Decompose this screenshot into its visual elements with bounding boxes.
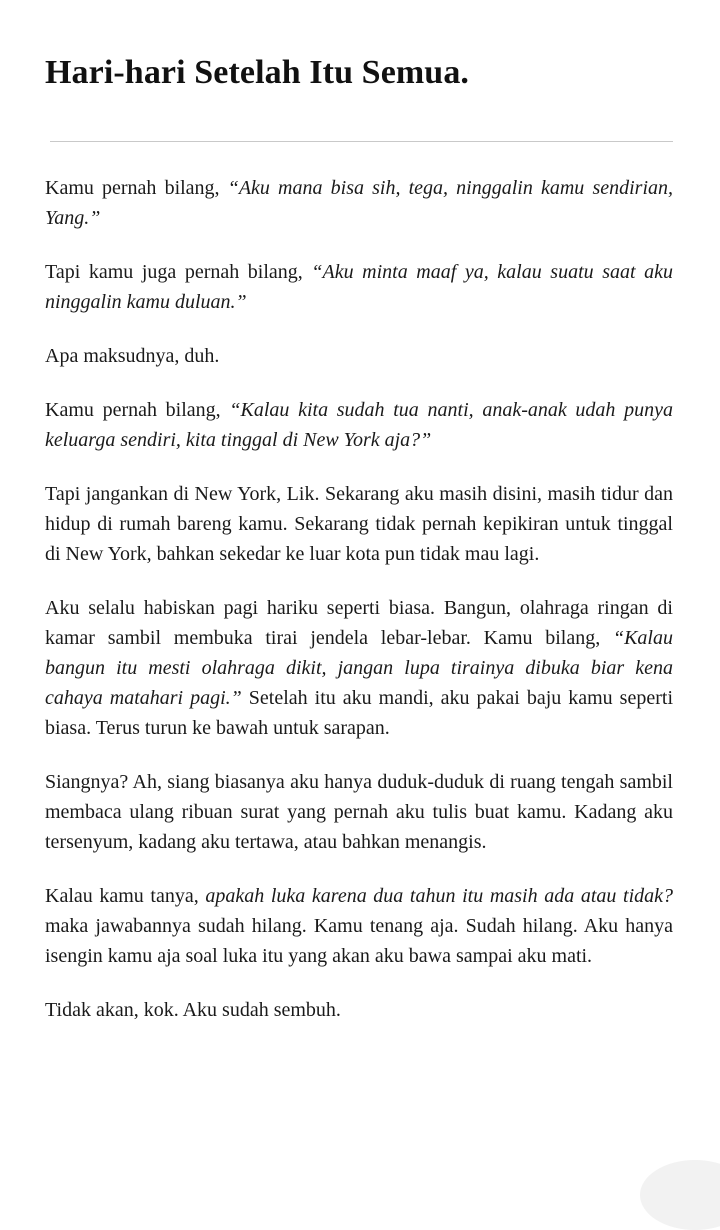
paragraph-8: Kalau kamu tanya, apakah luka karena dua tahun itu masih ada atau tidak? maka jawabannya sudah hilang. Kamu tenang aja. Sudah hilang. Aku hanya isengin kamu aja soal luka itu yang akan aku bawa sampai aku mati.: [45, 885, 674, 967]
quote: “Aku minta maaf ya, kalau suatu saat aku ninggalin kamu duluan.”: [45, 261, 673, 313]
quote: apakah luka karena dua tahun itu masih ada atau tidak?: [205, 885, 674, 907]
paragraph-7: Siangnya? Ah, siang biasanya aku hanya duduk-duduk di ruang tengah sambil membaca ulang ribuan surat yang pernah aku tulis buat kamu. Kadang aku tersenyum, kadang aku tertawa, atau bahkan menangis.: [45, 771, 673, 853]
paragraph-1: Kamu pernah bilang, “Aku mana bisa sih, tega, ninggalin kamu sendirian, Yang.”: [45, 177, 673, 229]
paragraph-9: Tidak akan, kok. Aku sudah sembuh.: [45, 999, 341, 1021]
paragraph-3: Apa maksudnya, duh.: [45, 345, 220, 367]
quote: “Kalau bangun itu mesti olahraga dikit, jangan lupa tirainya dibuka biar kena cahaya matahari pagi.”: [45, 627, 673, 709]
paragraph-2: Tapi kamu juga pernah bilang, “Aku minta maaf ya, kalau suatu saat aku ninggalin kamu duluan.”: [45, 261, 673, 313]
page-title: Hari-hari Setelah Itu Semua.: [45, 54, 470, 91]
paragraph-6: Aku selalu habiskan pagi hariku seperti biasa. Bangun, olahraga ringan di kamar sambil membuka tirai jendela lebar-lebar. Kamu bilang, “Kalau bangun itu mesti olahraga dikit, jangan lupa tirainya dibuka biar kena cahaya matahari pagi.” Setelah itu aku mandi, aku pakai baju kamu seperti biasa. Terus turun ke bawah untuk sarapan.: [45, 597, 673, 739]
quote: “Kalau kita sudah tua nanti, anak-anak udah punya keluarga sendiri, kita tinggal di New York aja?”: [45, 399, 673, 451]
title-divider: [50, 141, 673, 142]
paragraph-5: Tapi jangankan di New York, Lik. Sekarang aku masih disini, masih tidur dan hidup di rumah bareng kamu. Sekarang tidak pernah kepikiran untuk tinggal di New York, bahkan sekedar ke luar kota pun tidak mau lagi.: [45, 483, 673, 565]
quote: “Aku mana bisa sih, tega, ninggalin kamu sendirian, Yang.”: [45, 177, 673, 229]
article-body: [45, 173, 673, 1049]
paragraph-4: Kamu pernah bilang, “Kalau kita sudah tua nanti, anak-anak udah punya keluarga sendiri, kita tinggal di New York aja?”: [45, 399, 673, 451]
corner-shadow: [640, 1160, 720, 1230]
